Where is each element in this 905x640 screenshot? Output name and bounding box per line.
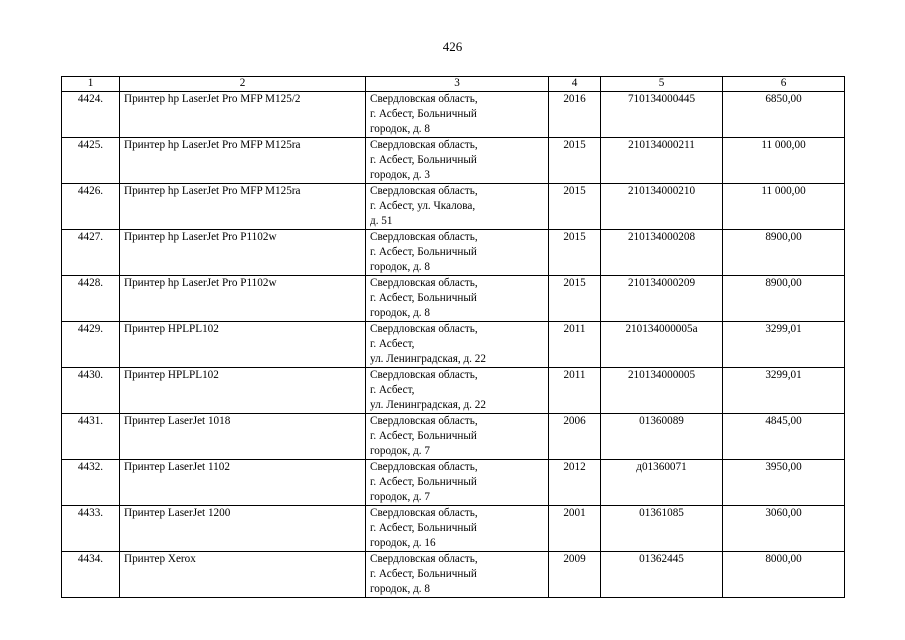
price-cell: 3299,01 bbox=[723, 322, 845, 368]
item-name-cell: Принтер LaserJet 1200 bbox=[120, 506, 366, 552]
inventory-number-cell: 210134000211 bbox=[601, 138, 723, 184]
year-cell: 2015 bbox=[549, 276, 601, 322]
table-row bbox=[62, 138, 845, 184]
address-line: Свердловская область, bbox=[370, 139, 478, 151]
price-cell: 8000,00 bbox=[723, 552, 845, 598]
column-header-4: 4 bbox=[549, 77, 601, 92]
address-line: г. Асбест, Больничный bbox=[370, 568, 477, 580]
row-number-cell: 4433. bbox=[62, 506, 120, 552]
year-cell: 2011 bbox=[549, 322, 601, 368]
item-name-cell: Принтер hp LaserJet Pro MFP M125/2 bbox=[120, 92, 366, 138]
price-cell: 3060,00 bbox=[723, 506, 845, 552]
item-name-cell: Принтер LaserJet 1018 bbox=[120, 414, 366, 460]
item-name-cell: Принтер Xerox bbox=[120, 552, 366, 598]
row-number-cell: 4430. bbox=[62, 368, 120, 414]
property-table bbox=[61, 76, 845, 598]
address-line: г. Асбест, Больничный bbox=[370, 292, 477, 304]
column-header-5: 5 bbox=[601, 77, 723, 92]
address-line: Свердловская область, bbox=[370, 185, 478, 197]
address-cell bbox=[366, 322, 549, 368]
address-line: г. Асбест, Больничный bbox=[370, 430, 477, 442]
year-cell: 2012 bbox=[549, 460, 601, 506]
row-number-cell: 4427. bbox=[62, 230, 120, 276]
inventory-number-cell: 710134000445 bbox=[601, 92, 723, 138]
address-cell bbox=[366, 230, 549, 276]
address-line: д. 51 bbox=[370, 215, 393, 227]
year-cell: 2011 bbox=[549, 368, 601, 414]
price-cell: 4845,00 bbox=[723, 414, 845, 460]
table-row bbox=[62, 506, 845, 552]
inventory-number-cell: 210134000208 bbox=[601, 230, 723, 276]
address-line: г. Асбест, bbox=[370, 384, 415, 396]
address-line: Свердловская область, bbox=[370, 415, 478, 427]
row-number-cell: 4429. bbox=[62, 322, 120, 368]
item-name-cell: Принтер hp LaserJet Pro P1102w bbox=[120, 276, 366, 322]
address-cell bbox=[366, 414, 549, 460]
address-line: г. Асбест, Больничный bbox=[370, 522, 477, 534]
year-cell: 2015 bbox=[549, 138, 601, 184]
address-cell bbox=[366, 506, 549, 552]
year-cell: 2006 bbox=[549, 414, 601, 460]
inventory-number-cell: 01362445 bbox=[601, 552, 723, 598]
table-row bbox=[62, 368, 845, 414]
address-line: Свердловская область, bbox=[370, 231, 478, 243]
address-line: Свердловская область, bbox=[370, 461, 478, 473]
address-cell bbox=[366, 552, 549, 598]
table-row bbox=[62, 230, 845, 276]
table-header-row bbox=[62, 77, 845, 92]
item-name-cell: Принтер HPLPL102 bbox=[120, 368, 366, 414]
address-line: городок, д. 7 bbox=[370, 491, 430, 503]
address-line: г. Асбест, bbox=[370, 338, 415, 350]
item-name-cell: Принтер hp LaserJet Pro MFP M125ra bbox=[120, 184, 366, 230]
row-number-cell: 4432. bbox=[62, 460, 120, 506]
year-cell: 2015 bbox=[549, 184, 601, 230]
column-header-6: 6 bbox=[723, 77, 845, 92]
address-line: г. Асбест, Больничный bbox=[370, 108, 477, 120]
item-name-cell: Принтер HPLPL102 bbox=[120, 322, 366, 368]
address-line: городок, д. 8 bbox=[370, 261, 430, 273]
address-line: г. Асбест, Больничный bbox=[370, 246, 477, 258]
year-cell: 2015 bbox=[549, 230, 601, 276]
inventory-number-cell: 210134000209 bbox=[601, 276, 723, 322]
row-number-cell: 4424. bbox=[62, 92, 120, 138]
address-line: г. Асбест, Больничный bbox=[370, 476, 477, 488]
price-cell: 8900,00 bbox=[723, 230, 845, 276]
price-cell: 11 000,00 bbox=[723, 184, 845, 230]
price-cell: 11 000,00 bbox=[723, 138, 845, 184]
address-line: городок, д. 16 bbox=[370, 537, 436, 549]
table-row bbox=[62, 184, 845, 230]
item-name-cell: Принтер LaserJet 1102 bbox=[120, 460, 366, 506]
table-row bbox=[62, 552, 845, 598]
address-line: Свердловская область, bbox=[370, 323, 478, 335]
price-cell: 3299,01 bbox=[723, 368, 845, 414]
inventory-number-cell: 01360089 bbox=[601, 414, 723, 460]
address-cell bbox=[366, 368, 549, 414]
row-number-cell: 4425. bbox=[62, 138, 120, 184]
price-cell: 6850,00 bbox=[723, 92, 845, 138]
address-line: городок, д. 3 bbox=[370, 169, 430, 181]
row-number-cell: 4434. bbox=[62, 552, 120, 598]
year-cell: 2001 bbox=[549, 506, 601, 552]
column-header-1: 1 bbox=[62, 77, 120, 92]
table-row bbox=[62, 276, 845, 322]
inventory-number-cell: 210134000005а bbox=[601, 322, 723, 368]
address-cell bbox=[366, 184, 549, 230]
address-line: г. Асбест, ул. Чкалова, bbox=[370, 200, 476, 212]
price-cell: 8900,00 bbox=[723, 276, 845, 322]
item-name-cell: Принтер hp LaserJet Pro P1102w bbox=[120, 230, 366, 276]
address-line: городок, д. 8 bbox=[370, 123, 430, 135]
address-line: городок, д. 7 bbox=[370, 445, 430, 457]
table-body bbox=[62, 92, 845, 598]
address-cell bbox=[366, 276, 549, 322]
address-line: городок, д. 8 bbox=[370, 583, 430, 595]
item-name-cell: Принтер hp LaserJet Pro MFP M125ra bbox=[120, 138, 366, 184]
address-line: Свердловская область, bbox=[370, 93, 478, 105]
table-row bbox=[62, 460, 845, 506]
address-line: ул. Ленинградская, д. 22 bbox=[370, 353, 486, 365]
address-cell bbox=[366, 138, 549, 184]
column-header-2: 2 bbox=[120, 77, 366, 92]
address-line: г. Асбест, Больничный bbox=[370, 154, 477, 166]
year-cell: 2009 bbox=[549, 552, 601, 598]
price-cell: 3950,00 bbox=[723, 460, 845, 506]
inventory-number-cell: 210134000005 bbox=[601, 368, 723, 414]
inventory-number-cell: д01360071 bbox=[601, 460, 723, 506]
inventory-number-cell: 01361085 bbox=[601, 506, 723, 552]
year-cell: 2016 bbox=[549, 92, 601, 138]
column-header-3: 3 bbox=[366, 77, 549, 92]
row-number-cell: 4426. bbox=[62, 184, 120, 230]
address-line: городок, д. 8 bbox=[370, 307, 430, 319]
table-row bbox=[62, 414, 845, 460]
table-row bbox=[62, 92, 845, 138]
row-number-cell: 4431. bbox=[62, 414, 120, 460]
address-cell bbox=[366, 92, 549, 138]
address-line: Свердловская область, bbox=[370, 553, 478, 565]
row-number-cell: 4428. bbox=[62, 276, 120, 322]
inventory-number-cell: 210134000210 bbox=[601, 184, 723, 230]
address-line: Свердловская область, bbox=[370, 369, 478, 381]
address-line: Свердловская область, bbox=[370, 277, 478, 289]
address-cell bbox=[366, 460, 549, 506]
page-number: 426 bbox=[442, 39, 463, 54]
address-line: Свердловская область, bbox=[370, 507, 478, 519]
address-line: ул. Ленинградская, д. 22 bbox=[370, 399, 486, 411]
table-row bbox=[62, 322, 845, 368]
